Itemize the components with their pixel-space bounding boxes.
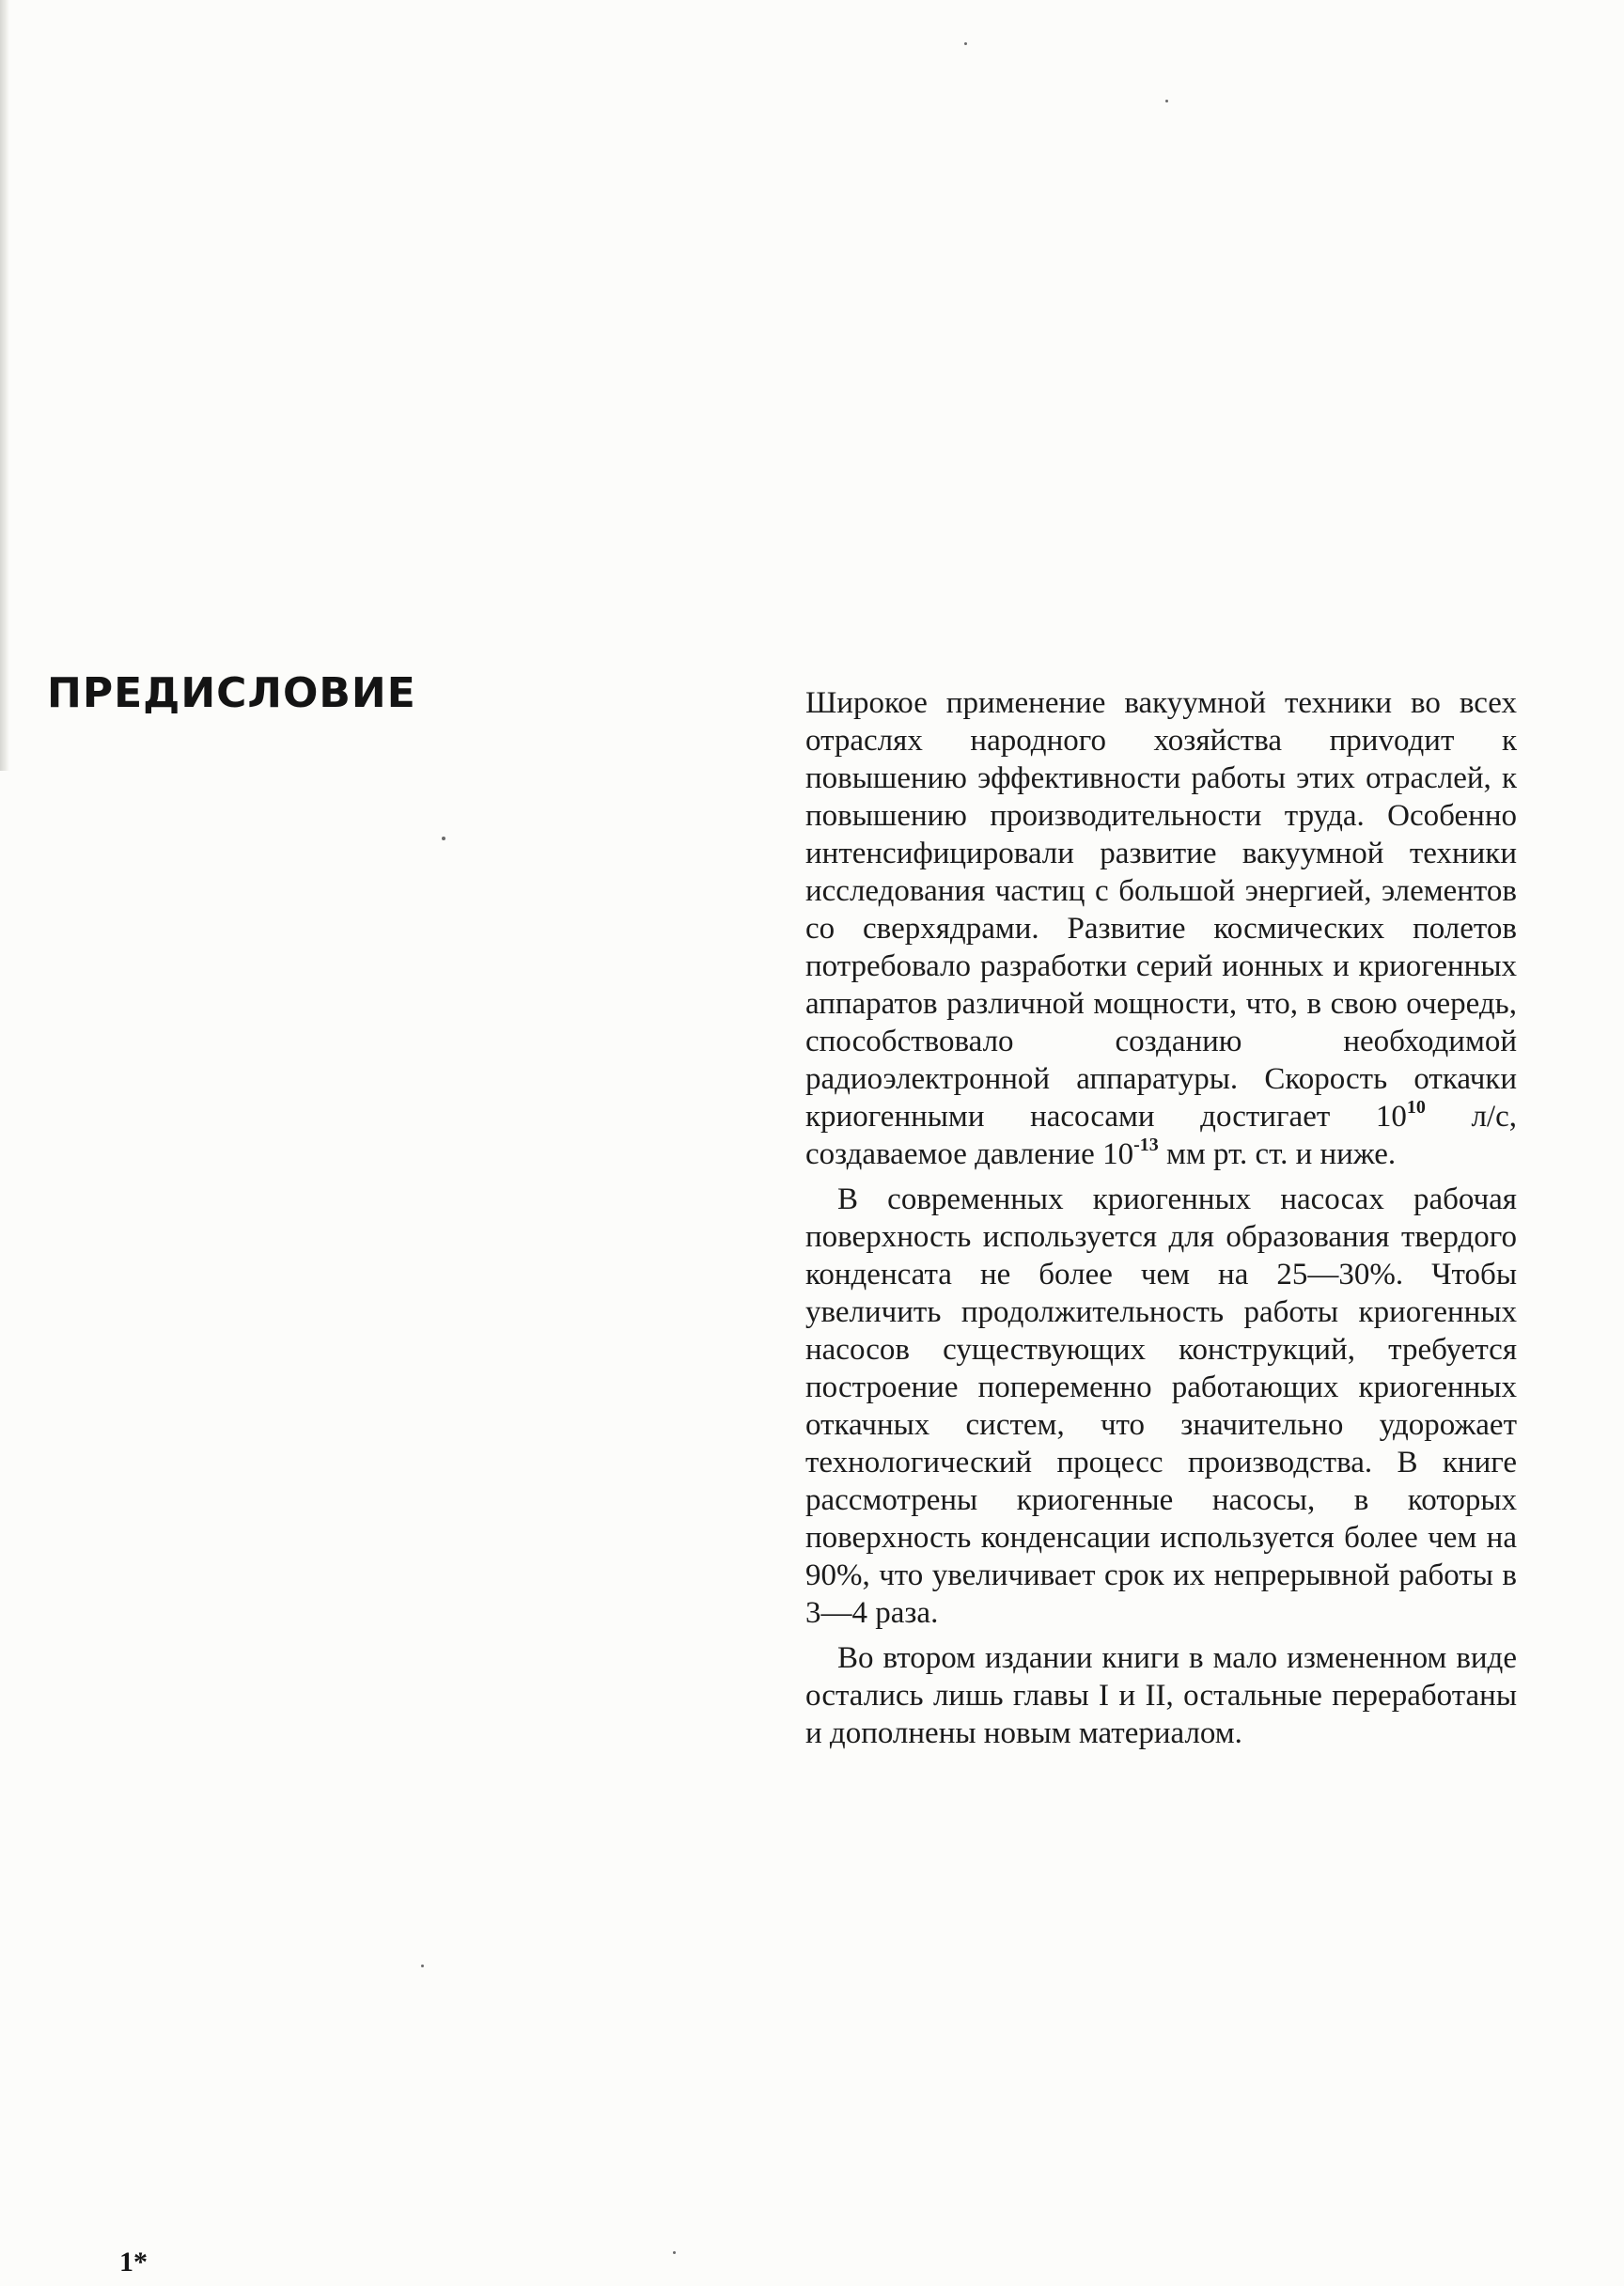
pressure-value bbox=[1102, 1137, 1159, 1171]
pumping-speed-exponent: 10 bbox=[1406, 1097, 1426, 1118]
paragraph-1-text-b: л/с, создаваемое давление bbox=[805, 1100, 1517, 1171]
paragraph-1-text-a: Широкое применение вакуумной техники во всех отраслях народного хозяйства приvодит к повышению эффективности работы этих отраслей, к повышению производительности труда. Особенно интенсифицировали развитие вакуумной техники исследования частиц с большой энергией, элементов со сверхядрами. Развитие космических полетов потребовало разработки серий ионных и криогенных аппаратов различной мощности, что, в свою очередь, способствовало созданию необходимой радиоэлектронной аппаратуры. Скорость откачки криогенными насосами достигает bbox=[805, 686, 1517, 1134]
scan-speck bbox=[1165, 100, 1168, 102]
pumping-speed-value bbox=[1375, 1097, 1426, 1134]
pressure-exponent: -13 bbox=[1133, 1135, 1159, 1155]
scan-spine-shadow bbox=[0, 0, 9, 771]
scan-speck bbox=[964, 42, 967, 45]
paragraph-1-text-c: мм рт. ст. и ниже. bbox=[1158, 1137, 1397, 1171]
page-folio: 1* bbox=[119, 2247, 148, 2278]
page-heading: ПРЕДИСЛОВИЕ bbox=[47, 669, 416, 717]
text-column bbox=[805, 684, 1517, 1752]
scan-speck bbox=[442, 837, 445, 840]
scan-speck bbox=[673, 2251, 676, 2254]
pressure-base: 10 bbox=[1102, 1137, 1134, 1171]
paragraph-2: В современных криогенных насосах рабочая поверхность используется для образования твердого конденсата не более чем на 25—30%. Чтобы увеличить продолжительность работы криогенных насосов существующих конструкций, требуется построение попеременно работающих криогенных откачных систем, что значительно удорожает технологический процесс производства. В книге рассмотрены криогенные насосы, в которых поверхность конденсации используется более чем на 90%, что увеличивает срок их непрерывной работы в 3—4 раза. bbox=[805, 1182, 1517, 1630]
paragraph-1 bbox=[805, 684, 1517, 1173]
scan-speck bbox=[421, 1965, 424, 1967]
pumping-speed-base: 10 bbox=[1375, 1100, 1407, 1134]
paragraph-3: Во втором издании книги в мало измененном виде остались лишь главы I и II, остальные переработаны и дополнены новым материалом. bbox=[805, 1641, 1517, 1750]
